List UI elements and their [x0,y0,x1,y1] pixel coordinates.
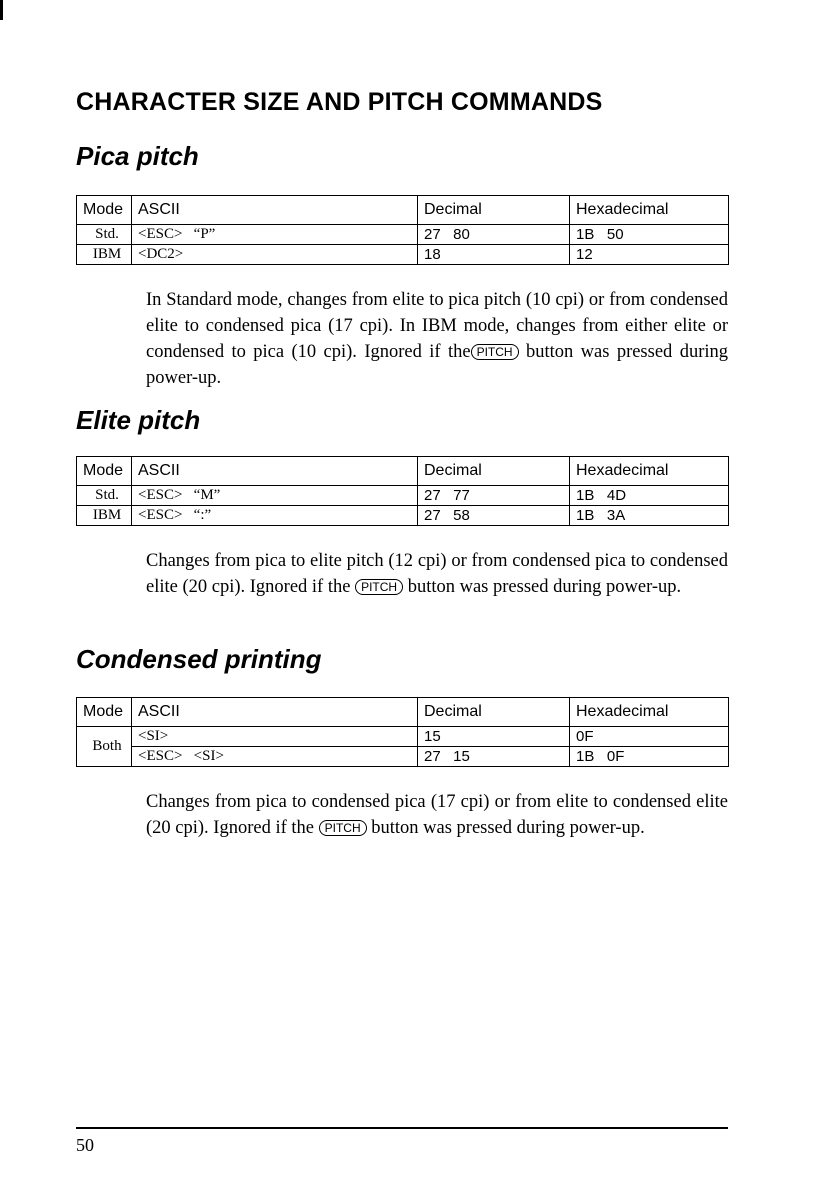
condensed-printing-description [146,789,728,841]
header-ascii: ASCII [132,196,418,225]
decimal-cell: 27 80 [418,225,570,245]
table-row [77,225,729,245]
description-text: button was pressed during power-up. [407,577,682,597]
header-decimal: Decimal [418,457,570,486]
condensed-printing-command-table [76,697,729,767]
table-row [77,486,729,506]
mode-cell: IBM [77,506,132,526]
mode-cell: Both [77,727,132,767]
ascii-cell: <ESC> <SI> [132,747,418,767]
page-number: 50 [76,1135,94,1155]
decimal-cell: 27 15 [418,747,570,767]
pitch-button-icon: PITCH [471,344,519,360]
header-mode: Mode [77,698,132,727]
hex-cell: 1B 4D [570,486,729,506]
section-title-elite-pitch: Elite pitch [76,405,201,435]
decimal-cell: 27 58 [418,506,570,526]
elite-pitch-command-table [76,456,729,526]
ascii-cell: <DC2> [132,245,418,265]
hex-cell: 1B 50 [570,225,729,245]
pica-pitch-command-table [76,195,729,265]
ascii-cell: <SI> [132,727,418,747]
table-row [77,747,729,767]
table-header-row [77,698,729,727]
description-text: Changes from pica to elite pitch (12 cpi) or from condensed pica to condensed elite (20 cpi). Ignored if the [146,551,728,597]
table-header-row [77,196,729,225]
pitch-button-icon: PITCH [319,820,367,836]
table-header-row [77,457,729,486]
mode-cell: IBM [77,245,132,265]
header-hexadecimal: Hexadecimal [570,457,729,486]
section-title-condensed-printing: Condensed printing [76,644,322,674]
decimal-cell: 15 [418,727,570,747]
ascii-cell: <ESC> “P” [132,225,418,245]
description-text: Changes from pica to condensed pica (17 cpi) or from elite to condensed elite (20 cpi). Ignored if the [146,792,728,838]
pica-pitch-description [146,287,728,391]
decimal-cell: 27 77 [418,486,570,506]
header-decimal: Decimal [418,196,570,225]
elite-pitch-description [146,548,728,600]
table-row [77,245,729,265]
ascii-cell: <ESC> “:” [132,506,418,526]
header-ascii: ASCII [132,698,418,727]
mode-cell: Std. [77,225,132,245]
table-row [77,727,729,747]
description-text: button was pressed during power-up. [146,342,728,388]
description-text: button was pressed during power-up. [371,818,645,838]
ascii-cell: <ESC> “M” [132,486,418,506]
header-decimal: Decimal [418,698,570,727]
header-hexadecimal: Hexadecimal [570,196,729,225]
section-title-pica-pitch: Pica pitch [76,141,199,171]
header-mode: Mode [77,457,132,486]
hex-cell: 0F [570,727,729,747]
header-mode: Mode [77,196,132,225]
pitch-button-icon: PITCH [355,579,403,595]
page-edge-mark [0,0,3,20]
page-title: CHARACTER SIZE AND PITCH COMMANDS [76,88,603,116]
hex-cell: 12 [570,245,729,265]
header-ascii: ASCII [132,457,418,486]
header-hexadecimal: Hexadecimal [570,698,729,727]
description-text: In Standard mode, changes from elite to pica pitch (10 cpi) or from condensed elite to condensed pica (17 cpi). In IBM mode, changes from either elite or condensed to pica (10 cpi). Ignored if the [146,290,728,362]
table-row [77,506,729,526]
hex-cell: 1B 3A [570,506,729,526]
mode-cell: Std. [77,486,132,506]
hex-cell: 1B 0F [570,747,729,767]
decimal-cell: 18 [418,245,570,265]
footer-divider [76,1127,728,1129]
